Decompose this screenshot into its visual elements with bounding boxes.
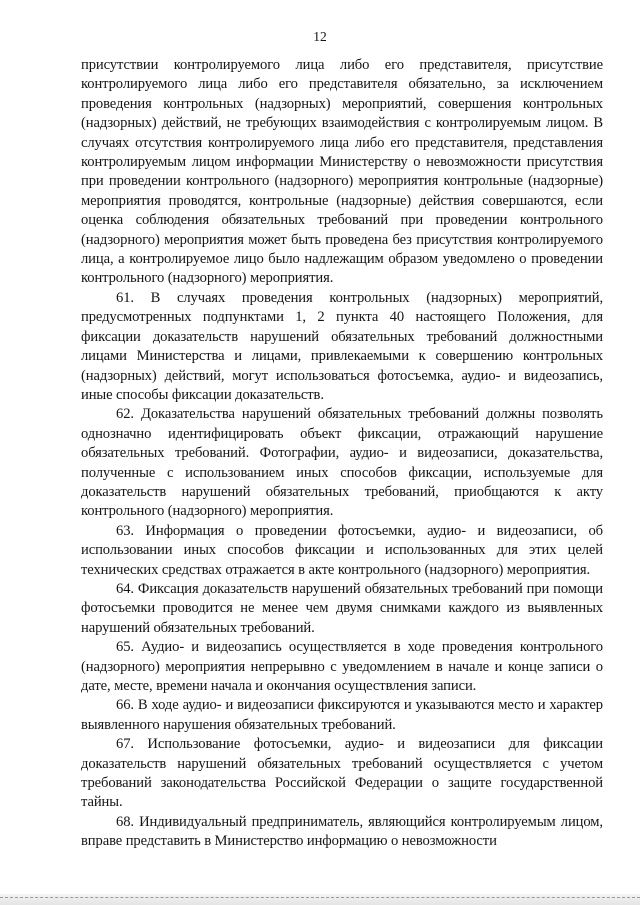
scan-edge [0,894,640,905]
paragraph-66: 66. В ходе аудио- и видеозаписи фиксируются и указываются место и характер выявленного нарушения обязательных требований. [81,697,603,733]
document-body [81,56,603,852]
paragraph-61: 61. В случаях проведения контрольных (надзорных) мероприятий, предусмотренных подпунктами 1, 2 пункта 40 настоящего Положения, для фиксации доказательств нарушений обязательных требований должностными лицами Министерства и лицами, привлекаемыми к совершению контрольных (надзорных) действий, могут использоваться фотосъемка, аудио- и видеозапись, иные способы фиксации доказательств. [81,289,603,403]
paragraph-65: 65. Аудио- и видеозапись осуществляется в ходе проведения контрольного (надзорного) мероприятия непрерывно с уведомлением в начале и конце записи о дате, месте, времени начала и окончания осуществления записи. [81,639,603,694]
paragraph-64: 64. Фиксация доказательств нарушений обязательных требований при помощи фотосъемки проводится не менее чем двумя снимками каждого из выявленных нарушений обязательных требований. [81,580,603,636]
paragraph-67: 67. Использование фотосъемки, аудио- и видеозаписи для фиксации доказательств нарушений обязательных требований осуществляется с учетом требований законодательства Российской Федерации о защите государственной тайны. [81,736,603,811]
paragraph-68: 68. Индивидуальный предприниматель, являющийся контролируемым лицом, вправе представить в Министерство информацию о невозможности [81,813,603,850]
paragraph-continuation: присутствии контролируемого лица либо его представителя, присутствие контролируемого лица либо его представителя обязательно, за исключением проведения контрольных (надзорных) мероприятий, совершения контрольных (надзорных) действий, не требующих взаимодействия с контролируемым лицом. В случаях отсутствия контролируемого лица либо его представителя, представления контролируемым лицом информации Министерству о невозможности присутствия при проведении контрольного (надзорного) мероприятия контрольные (надзорные) мероприятия проводятся, контрольные (надзорные) действия совершаются, если оценка соблюдения обязательных требований при проведении контрольного (надзорного) мероприятия может быть проведена без присутствия контролируемого лица, а контролируемое лицо было надлежащим образом уведомлено о проведении контрольного (надзорного) мероприятия. [81,57,603,287]
paragraph-62: 62. Доказательства нарушений обязательных требований должны позволять однозначно идентифицировать объект фиксации, отражающий нарушение обязательных требований. Фотографии, аудио- и видеозаписи, доказательства, полученные с использованием иных способов фиксации, используемые для доказательств нарушений обязательных требований, приобщаются к акту контрольного (надзорного) мероприятия. [81,406,603,520]
page-number: 12 [313,29,327,44]
paragraph-63: 63. Информация о проведении фотосъемки, аудио- и видеозаписи, об использовании иных способов фиксации и использованных для этих целей технических средствах отражается в акте контрольного (надзорного) мероприятия. [81,522,603,578]
scan-edge-line [0,897,640,898]
